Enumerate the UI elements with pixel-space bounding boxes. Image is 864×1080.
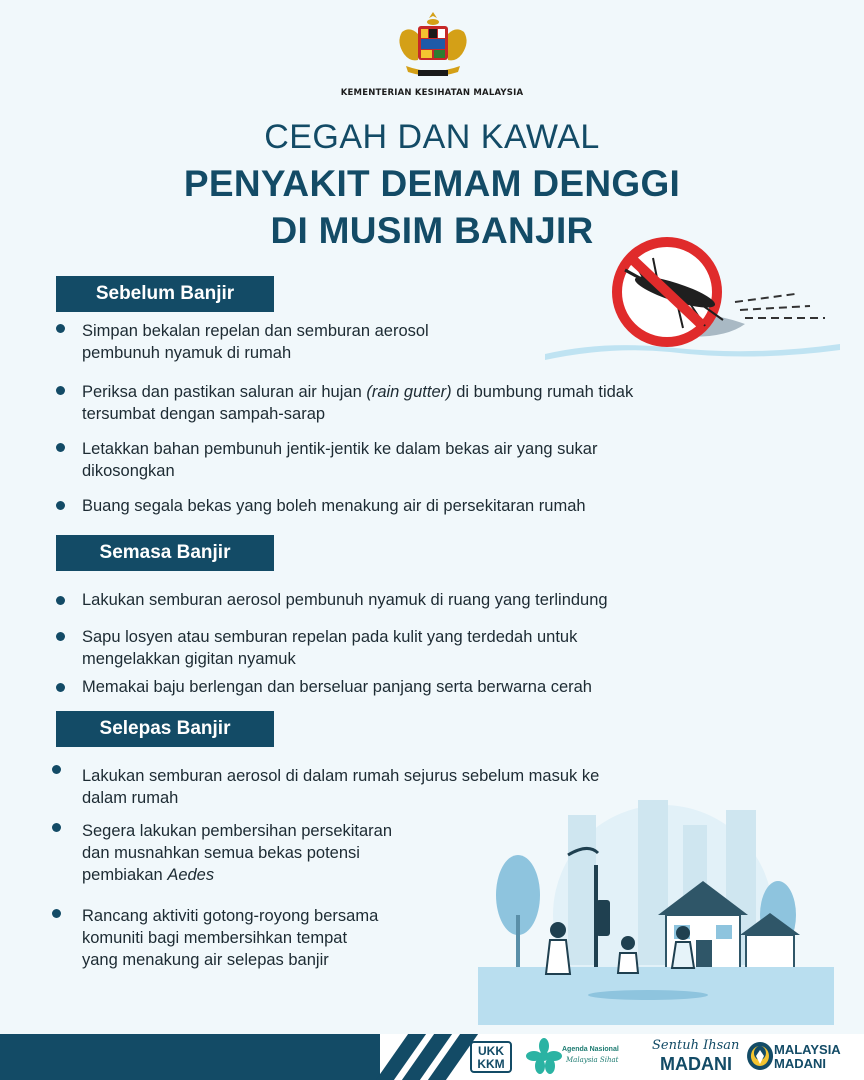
title-line-1: CEGAH DAN KAWAL [264,118,600,156]
list-item: Lakukan semburan aerosol pembunuh nyamuk di ruang yang terlindung [82,591,608,609]
ministry-name: KEMENTERIAN KESIHATAN MALAYSIA [340,88,524,98]
no-mosquito-icon [535,232,840,362]
malaysia-madani-icon [746,1040,774,1072]
footer-bar [0,1034,380,1080]
list-item: Sapu losyen atau semburan repelan pada kulit yang terdedah untuk mengelakkan gigitan nyamuk [82,628,578,668]
malaysia-coat-of-arms-icon [392,10,474,82]
section-label-sebelum-banjir: Sebelum Banjir [56,276,274,312]
sentuh-ihsan-label: Sentuh Ihsan [652,1038,740,1053]
section-label-selepas-banjir: Selepas Banjir [56,711,274,747]
list-item: Segera lakukan pembersihan persekitaran dan musnahkan semua bekas potensi pembiakan Aedes [82,822,393,884]
bullet-icon [56,632,65,641]
madani-sub-label: MADANI [774,1056,826,1071]
bullet-icon [56,683,65,692]
title-line-2: PENYAKIT DEMAM DENGGI [183,163,681,204]
malaysia-label: MALAYSIA [774,1042,841,1057]
flood-cleanup-illustration [478,795,834,1025]
bullet-icon [56,386,65,395]
bullet-icon [56,501,65,510]
list-item: Rancang aktiviti gotong-royong bersama komuniti bagi membersihkan tempat yang menakung air selepas banjir [82,907,379,969]
ukk-kkm-logo: UKK KKM [470,1041,512,1073]
list-item: Memakai baju berlengan dan berseluar panjang serta berwarna cerah [82,678,592,696]
list-item: Periksa dan pastikan saluran air hujan (rain gutter) di bumbung rumah tidak tersumbat dengan sampah-sarap [82,383,634,423]
list-item: Buang segala bekas yang boleh menakung air di persekitaran rumah [82,497,586,515]
bullet-icon [52,909,61,918]
bullet-icon [52,823,61,832]
list-item: Letakkan bahan pembunuh jentik-jentik ke dalam bekas air yang sukar dikosongkan [82,440,598,480]
title-line-3: DI MUSIM BANJIR [270,210,594,251]
bullet-icon [56,443,65,452]
bullet-icon [52,765,61,774]
madani-label: MADANI [660,1054,732,1074]
list-item: Lakukan semburan aerosol di dalam rumah sejurus sebelum masuk ke dalam rumah [82,767,600,807]
bullet-icon [56,596,65,605]
section-label-semasa-banjir: Semasa Banjir [56,535,274,571]
malaysia-sihat-label: Malaysia Sihat [566,1056,619,1064]
agenda-nasional-label: Agenda Nasional [562,1046,619,1053]
list-item: Simpan bekalan repelan dan semburan aerosol pembunuh nyamuk di rumah [82,322,429,362]
bullet-icon [56,324,65,333]
